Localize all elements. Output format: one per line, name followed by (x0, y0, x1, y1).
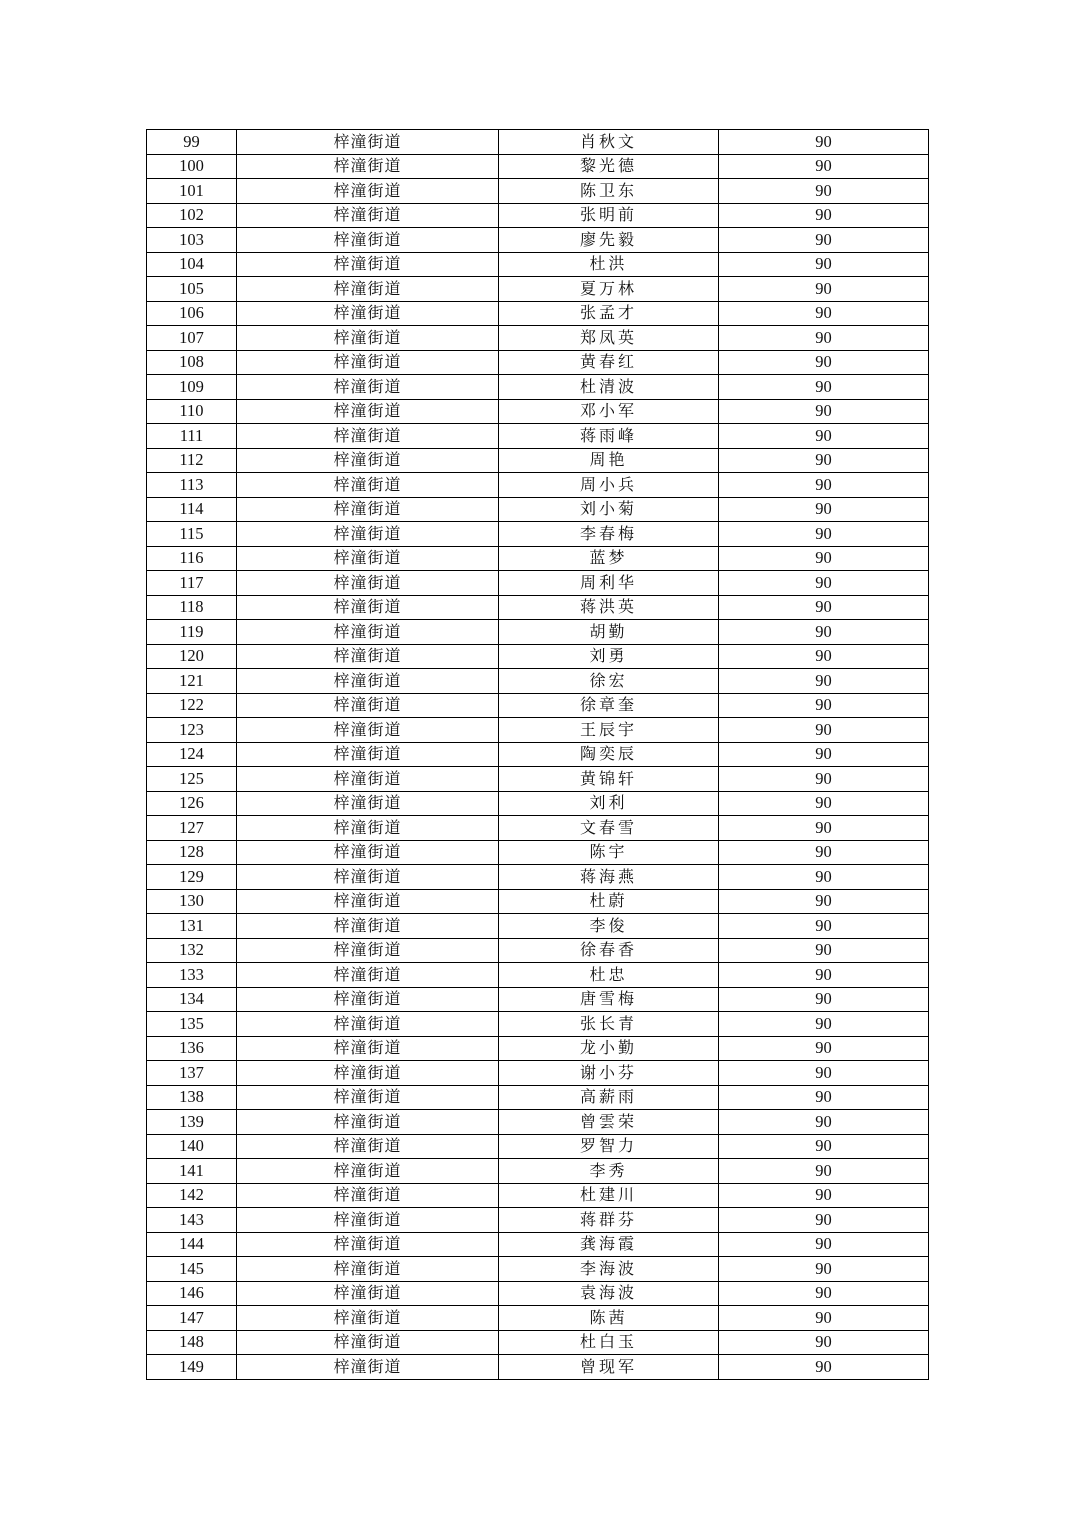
score-cell: 90 (719, 179, 929, 204)
score-cell: 90 (719, 497, 929, 522)
street-cell: 梓潼街道 (237, 889, 499, 914)
row-number-cell: 113 (147, 473, 237, 498)
name-cell: 蒋群芬 (499, 1208, 719, 1233)
street-cell: 梓潼街道 (237, 1306, 499, 1331)
name-cell: 刘勇 (499, 644, 719, 669)
name-cell: 蒋雨峰 (499, 424, 719, 449)
street-cell: 梓潼街道 (237, 571, 499, 596)
table-row (147, 448, 929, 473)
row-number-cell: 146 (147, 1281, 237, 1306)
street-cell: 梓潼街道 (237, 546, 499, 571)
score-cell: 90 (719, 914, 929, 939)
score-cell: 90 (719, 644, 929, 669)
row-number-cell: 108 (147, 350, 237, 375)
score-cell: 90 (719, 938, 929, 963)
name-cell: 陶奕辰 (499, 742, 719, 767)
row-number-cell: 124 (147, 742, 237, 767)
name-cell: 李春梅 (499, 522, 719, 547)
table-row (147, 424, 929, 449)
name-cell: 胡勤 (499, 620, 719, 645)
street-cell: 梓潼街道 (237, 1281, 499, 1306)
street-cell: 梓潼街道 (237, 301, 499, 326)
table-row (147, 644, 929, 669)
row-number-cell: 138 (147, 1085, 237, 1110)
name-cell: 张长青 (499, 1012, 719, 1037)
row-number-cell: 149 (147, 1355, 237, 1380)
table-row (147, 203, 929, 228)
score-cell: 90 (719, 840, 929, 865)
street-cell: 梓潼街道 (237, 1036, 499, 1061)
score-cell: 90 (719, 424, 929, 449)
row-number-cell: 130 (147, 889, 237, 914)
row-number-cell: 116 (147, 546, 237, 571)
table-row (147, 669, 929, 694)
street-cell: 梓潼街道 (237, 497, 499, 522)
score-cell: 90 (719, 1257, 929, 1282)
table-row (147, 620, 929, 645)
table-row (147, 889, 929, 914)
score-cell: 90 (719, 301, 929, 326)
name-cell: 曾雲荣 (499, 1110, 719, 1135)
score-cell: 90 (719, 571, 929, 596)
row-number-cell: 144 (147, 1232, 237, 1257)
street-cell: 梓潼街道 (237, 963, 499, 988)
name-cell: 周小兵 (499, 473, 719, 498)
table-row (147, 1208, 929, 1233)
score-cell: 90 (719, 865, 929, 890)
street-cell: 梓潼街道 (237, 1159, 499, 1184)
row-number-cell: 137 (147, 1061, 237, 1086)
row-number-cell: 136 (147, 1036, 237, 1061)
street-cell: 梓潼街道 (237, 375, 499, 400)
street-cell: 梓潼街道 (237, 1183, 499, 1208)
row-number-cell: 99 (147, 130, 237, 155)
name-cell: 邓小军 (499, 399, 719, 424)
street-cell: 梓潼街道 (237, 595, 499, 620)
name-cell: 李俊 (499, 914, 719, 939)
row-number-cell: 147 (147, 1306, 237, 1331)
score-cell: 90 (719, 130, 929, 155)
table-row (147, 963, 929, 988)
street-cell: 梓潼街道 (237, 179, 499, 204)
name-cell: 王辰宇 (499, 718, 719, 743)
street-cell: 梓潼街道 (237, 1355, 499, 1380)
table-row (147, 791, 929, 816)
row-number-cell: 109 (147, 375, 237, 400)
name-cell: 蓝梦 (499, 546, 719, 571)
table-row (147, 742, 929, 767)
row-number-cell: 122 (147, 693, 237, 718)
row-number-cell: 145 (147, 1257, 237, 1282)
street-cell: 梓潼街道 (237, 154, 499, 179)
table-row (147, 987, 929, 1012)
table-row (147, 375, 929, 400)
table-row (147, 497, 929, 522)
name-cell: 唐雪梅 (499, 987, 719, 1012)
row-number-cell: 123 (147, 718, 237, 743)
name-cell: 张明前 (499, 203, 719, 228)
score-cell: 90 (719, 154, 929, 179)
score-cell: 90 (719, 718, 929, 743)
row-number-cell: 111 (147, 424, 237, 449)
name-cell: 陈卫东 (499, 179, 719, 204)
score-cell: 90 (719, 889, 929, 914)
table-row (147, 1306, 929, 1331)
table-row (147, 571, 929, 596)
row-number-cell: 129 (147, 865, 237, 890)
street-cell: 梓潼街道 (237, 1061, 499, 1086)
table-row (147, 399, 929, 424)
name-cell: 夏万林 (499, 277, 719, 302)
table-row (147, 816, 929, 841)
table-row (147, 1183, 929, 1208)
table-row (147, 1257, 929, 1282)
table-row (147, 179, 929, 204)
row-number-cell: 134 (147, 987, 237, 1012)
table-row (147, 130, 929, 155)
name-cell: 杜蔚 (499, 889, 719, 914)
score-cell: 90 (719, 1061, 929, 1086)
row-number-cell: 140 (147, 1134, 237, 1159)
score-cell: 90 (719, 1134, 929, 1159)
table-row (147, 228, 929, 253)
row-number-cell: 117 (147, 571, 237, 596)
score-cell: 90 (719, 1036, 929, 1061)
street-cell: 梓潼街道 (237, 522, 499, 547)
name-cell: 徐春香 (499, 938, 719, 963)
score-cell: 90 (719, 448, 929, 473)
score-cell: 90 (719, 252, 929, 277)
table-row (147, 693, 929, 718)
table-row (147, 1232, 929, 1257)
row-number-cell: 133 (147, 963, 237, 988)
name-cell: 陈茜 (499, 1306, 719, 1331)
street-cell: 梓潼街道 (237, 669, 499, 694)
table-row (147, 1281, 929, 1306)
street-cell: 梓潼街道 (237, 228, 499, 253)
street-cell: 梓潼街道 (237, 865, 499, 890)
score-cell: 90 (719, 1330, 929, 1355)
name-cell: 周艳 (499, 448, 719, 473)
street-cell: 梓潼街道 (237, 1012, 499, 1037)
street-cell: 梓潼街道 (237, 448, 499, 473)
name-cell: 龙小勤 (499, 1036, 719, 1061)
name-cell: 杜清波 (499, 375, 719, 400)
row-number-cell: 132 (147, 938, 237, 963)
score-cell: 90 (719, 522, 929, 547)
table-row (147, 301, 929, 326)
name-cell: 罗智力 (499, 1134, 719, 1159)
table-row (147, 277, 929, 302)
score-cell: 90 (719, 1355, 929, 1380)
name-cell: 徐宏 (499, 669, 719, 694)
score-cell: 90 (719, 693, 929, 718)
row-number-cell: 112 (147, 448, 237, 473)
table-row (147, 1061, 929, 1086)
row-number-cell: 119 (147, 620, 237, 645)
name-cell: 陈宇 (499, 840, 719, 865)
score-cell: 90 (719, 399, 929, 424)
table-row (147, 1330, 929, 1355)
table-row (147, 522, 929, 547)
score-cell: 90 (719, 1208, 929, 1233)
score-cell: 90 (719, 203, 929, 228)
name-cell: 黎光德 (499, 154, 719, 179)
score-cell: 90 (719, 326, 929, 351)
row-number-cell: 104 (147, 252, 237, 277)
street-cell: 梓潼街道 (237, 473, 499, 498)
row-number-cell: 121 (147, 669, 237, 694)
table-row (147, 767, 929, 792)
name-cell: 张孟才 (499, 301, 719, 326)
score-cell: 90 (719, 473, 929, 498)
street-cell: 梓潼街道 (237, 840, 499, 865)
score-cell: 90 (719, 595, 929, 620)
score-cell: 90 (719, 1306, 929, 1331)
score-cell: 90 (719, 1159, 929, 1184)
score-cell: 90 (719, 1232, 929, 1257)
name-cell: 黄春红 (499, 350, 719, 375)
name-cell: 刘小菊 (499, 497, 719, 522)
name-cell: 曾现军 (499, 1355, 719, 1380)
table-row (147, 1085, 929, 1110)
name-cell: 肖秋文 (499, 130, 719, 155)
table-row (147, 595, 929, 620)
table-row (147, 1110, 929, 1135)
score-cell: 90 (719, 1085, 929, 1110)
street-cell: 梓潼街道 (237, 1330, 499, 1355)
roster-body (147, 130, 929, 1380)
name-cell: 黄锦轩 (499, 767, 719, 792)
score-cell: 90 (719, 963, 929, 988)
table-row (147, 252, 929, 277)
street-cell: 梓潼街道 (237, 1208, 499, 1233)
score-cell: 90 (719, 1281, 929, 1306)
name-cell: 郑凤英 (499, 326, 719, 351)
table-row (147, 546, 929, 571)
row-number-cell: 131 (147, 914, 237, 939)
row-number-cell: 115 (147, 522, 237, 547)
score-cell: 90 (719, 987, 929, 1012)
row-number-cell: 148 (147, 1330, 237, 1355)
name-cell: 谢小芬 (499, 1061, 719, 1086)
name-cell: 文春雪 (499, 816, 719, 841)
score-cell: 90 (719, 767, 929, 792)
row-number-cell: 139 (147, 1110, 237, 1135)
street-cell: 梓潼街道 (237, 252, 499, 277)
table-row (147, 840, 929, 865)
name-cell: 高薪雨 (499, 1085, 719, 1110)
street-cell: 梓潼街道 (237, 791, 499, 816)
name-cell: 杜白玉 (499, 1330, 719, 1355)
row-number-cell: 126 (147, 791, 237, 816)
street-cell: 梓潼街道 (237, 938, 499, 963)
table-row (147, 718, 929, 743)
row-number-cell: 106 (147, 301, 237, 326)
row-number-cell: 100 (147, 154, 237, 179)
name-cell: 杜建川 (499, 1183, 719, 1208)
table-row (147, 1159, 929, 1184)
row-number-cell: 128 (147, 840, 237, 865)
street-cell: 梓潼街道 (237, 1134, 499, 1159)
score-cell: 90 (719, 816, 929, 841)
street-cell: 梓潼街道 (237, 767, 499, 792)
street-cell: 梓潼街道 (237, 424, 499, 449)
roster-table (146, 129, 929, 1380)
name-cell: 周利华 (499, 571, 719, 596)
street-cell: 梓潼街道 (237, 350, 499, 375)
row-number-cell: 127 (147, 816, 237, 841)
score-cell: 90 (719, 277, 929, 302)
table-row (147, 154, 929, 179)
score-cell: 90 (719, 546, 929, 571)
name-cell: 蒋洪英 (499, 595, 719, 620)
score-cell: 90 (719, 1110, 929, 1135)
row-number-cell: 105 (147, 277, 237, 302)
score-cell: 90 (719, 669, 929, 694)
row-number-cell: 110 (147, 399, 237, 424)
score-cell: 90 (719, 350, 929, 375)
name-cell: 龚海霞 (499, 1232, 719, 1257)
row-number-cell: 101 (147, 179, 237, 204)
name-cell: 廖先毅 (499, 228, 719, 253)
name-cell: 杜洪 (499, 252, 719, 277)
street-cell: 梓潼街道 (237, 277, 499, 302)
table-row (147, 473, 929, 498)
row-number-cell: 118 (147, 595, 237, 620)
table-row (147, 1012, 929, 1037)
table-row (147, 938, 929, 963)
score-cell: 90 (719, 1183, 929, 1208)
street-cell: 梓潼街道 (237, 1110, 499, 1135)
row-number-cell: 135 (147, 1012, 237, 1037)
name-cell: 袁海波 (499, 1281, 719, 1306)
street-cell: 梓潼街道 (237, 399, 499, 424)
street-cell: 梓潼街道 (237, 1232, 499, 1257)
row-number-cell: 125 (147, 767, 237, 792)
street-cell: 梓潼街道 (237, 1257, 499, 1282)
row-number-cell: 114 (147, 497, 237, 522)
row-number-cell: 141 (147, 1159, 237, 1184)
score-cell: 90 (719, 620, 929, 645)
row-number-cell: 103 (147, 228, 237, 253)
score-cell: 90 (719, 791, 929, 816)
score-cell: 90 (719, 1012, 929, 1037)
name-cell: 杜忠 (499, 963, 719, 988)
score-cell: 90 (719, 742, 929, 767)
street-cell: 梓潼街道 (237, 644, 499, 669)
street-cell: 梓潼街道 (237, 742, 499, 767)
table-row (147, 350, 929, 375)
table-row (147, 1036, 929, 1061)
name-cell: 李海波 (499, 1257, 719, 1282)
table-row (147, 1134, 929, 1159)
street-cell: 梓潼街道 (237, 987, 499, 1012)
name-cell: 徐章奎 (499, 693, 719, 718)
row-number-cell: 143 (147, 1208, 237, 1233)
name-cell: 刘利 (499, 791, 719, 816)
row-number-cell: 107 (147, 326, 237, 351)
street-cell: 梓潼街道 (237, 326, 499, 351)
row-number-cell: 120 (147, 644, 237, 669)
table-row (147, 865, 929, 890)
name-cell: 李秀 (499, 1159, 719, 1184)
street-cell: 梓潼街道 (237, 718, 499, 743)
street-cell: 梓潼街道 (237, 693, 499, 718)
table-row (147, 914, 929, 939)
row-number-cell: 102 (147, 203, 237, 228)
street-cell: 梓潼街道 (237, 1085, 499, 1110)
name-cell: 蒋海燕 (499, 865, 719, 890)
street-cell: 梓潼街道 (237, 816, 499, 841)
table-row (147, 326, 929, 351)
street-cell: 梓潼街道 (237, 130, 499, 155)
score-cell: 90 (719, 228, 929, 253)
street-cell: 梓潼街道 (237, 914, 499, 939)
street-cell: 梓潼街道 (237, 620, 499, 645)
street-cell: 梓潼街道 (237, 203, 499, 228)
row-number-cell: 142 (147, 1183, 237, 1208)
score-cell: 90 (719, 375, 929, 400)
table-row (147, 1355, 929, 1380)
